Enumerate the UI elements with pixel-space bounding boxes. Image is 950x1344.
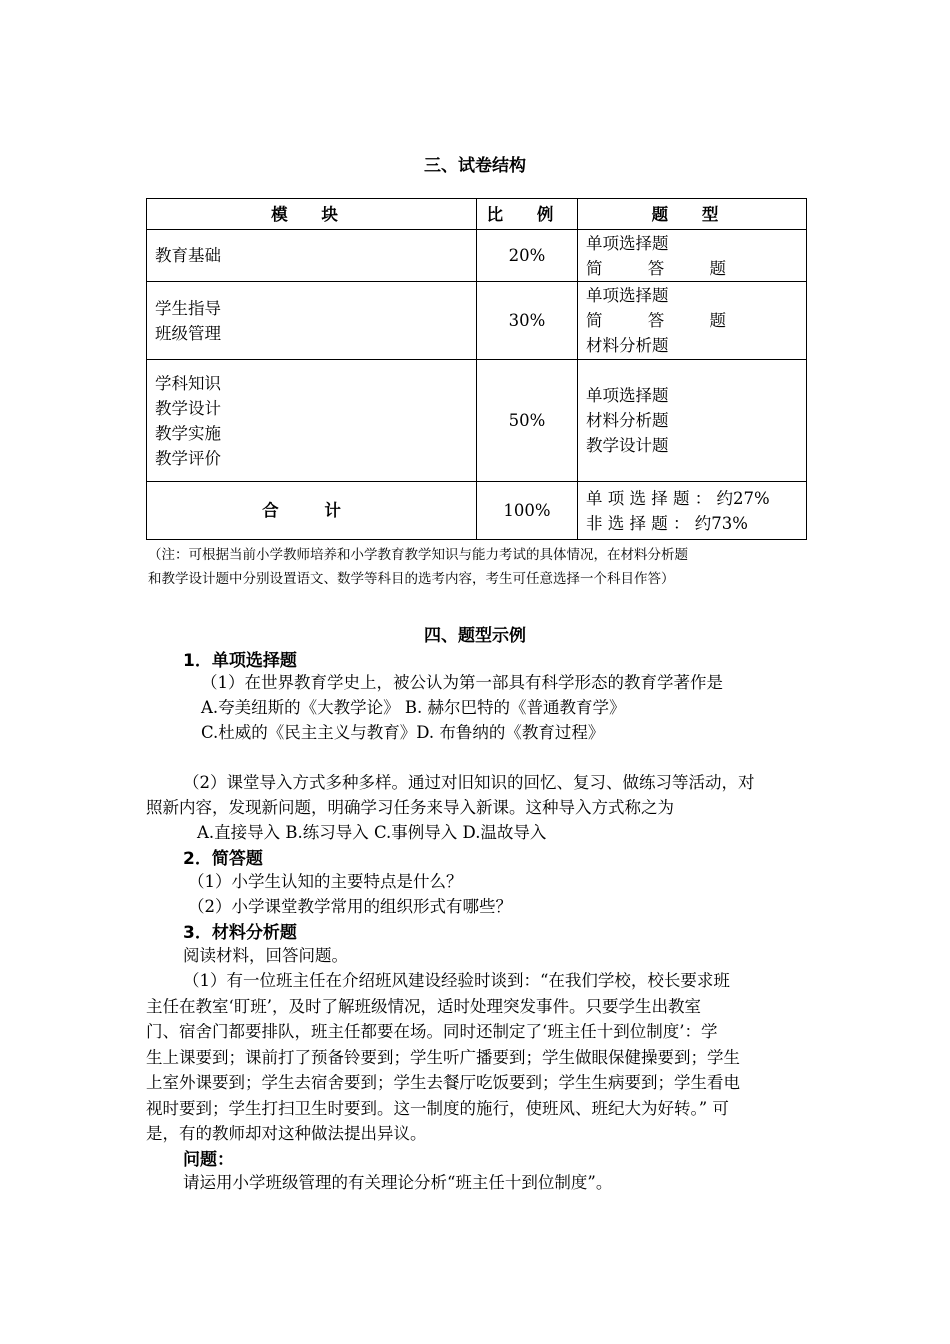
ratio-cell: 30% bbox=[477, 282, 578, 360]
total-ratio: 100% bbox=[477, 482, 578, 540]
material-line: 视时要到；学生打扫卫生时要到。这一制度的施行，使班风、班纪大为好转。” 可 bbox=[146, 1099, 729, 1118]
type-cell bbox=[578, 360, 807, 482]
table-note bbox=[148, 543, 828, 591]
table-row bbox=[147, 282, 807, 360]
table-total-row bbox=[147, 482, 807, 540]
question-type: 教学设计题 bbox=[586, 436, 669, 455]
heading-short-answer: 2．简答题 bbox=[183, 849, 263, 869]
question-stem: （1）在世界教育学史上，被公认为第一部具有科学形态的教育学著作是 bbox=[201, 673, 723, 692]
module-name: 教学实施 bbox=[155, 423, 221, 443]
note-line: 和教学设计题中分别设置语文、数学等科目的选考内容，考生可任意选择一个科目作答） bbox=[148, 571, 675, 587]
question-type: 单项选择题 bbox=[586, 286, 669, 305]
question-options: A.夸美纽斯的《大教学论》 B. 赫尔巴特的《普通教育学》 bbox=[201, 698, 626, 717]
question-type: 简 答 题 bbox=[586, 258, 746, 278]
section-title-question-examples: 四、题型示例 bbox=[424, 626, 526, 646]
module-name: 班级管理 bbox=[155, 323, 221, 343]
question-type: 材料分析题 bbox=[586, 336, 669, 355]
exam-structure-table bbox=[146, 198, 807, 540]
module-cell bbox=[147, 360, 477, 482]
module-name: 教学设计 bbox=[155, 398, 221, 418]
question-type: 简 答 题 bbox=[586, 311, 746, 330]
module-name: 学生指导 bbox=[155, 298, 221, 318]
question-options: A.直接导入 B.练习导入 C.事例导入 D.温故导入 bbox=[197, 823, 547, 842]
table-row bbox=[147, 360, 807, 482]
type-cell bbox=[578, 282, 807, 360]
material-line: （1）有一位班主任在介绍班风建设经验时谈到：“在我们学校，校长要求班 bbox=[183, 971, 730, 990]
question-text: 请运用小学班级管理的有关理论分析“班主任十到位制度”。 bbox=[183, 1173, 613, 1192]
module-name: 教学评价 bbox=[155, 448, 221, 468]
module-cell bbox=[147, 230, 477, 282]
ratio-cell: 50% bbox=[477, 360, 578, 482]
question-stem: （1）小学生认知的主要特点是什么？ bbox=[188, 872, 463, 891]
header-type: 题 型 bbox=[578, 199, 807, 230]
question-options: C.杜威的《民主主义与教育》D. 布鲁纳的《教育过程》 bbox=[201, 723, 605, 742]
ratio-cell: 20% bbox=[477, 230, 578, 282]
material-line: 生上课要到；课前打了预备铃要到；学生听广播要到；学生做眼保健操要到；学生 bbox=[146, 1048, 740, 1067]
module-name: 教育基础 bbox=[155, 246, 221, 265]
question-stem: （2）课堂导入方式多种多样。通过对旧知识的回忆、复习、做练习等活动，对 bbox=[183, 773, 755, 792]
material-line: 上室外课要到；学生去宿舍要到；学生去餐厅吃饭要到；学生生病要到；学生看电 bbox=[146, 1073, 740, 1092]
question-stem: （2）小学课堂教学常用的组织形式有哪些？ bbox=[188, 897, 512, 916]
table-row bbox=[147, 230, 807, 282]
material-intro: 阅读材料，回答问题。 bbox=[183, 946, 348, 965]
heading-single-choice: 1．单项选择题 bbox=[183, 651, 297, 671]
header-ratio: 比 例 bbox=[477, 199, 578, 230]
note-line: （注：可根据当前小学教师培养和小学教育教学知识与能力考试的具体情况，在材料分析题 bbox=[148, 547, 688, 563]
question-label: 问题： bbox=[183, 1150, 234, 1170]
material-line: 主任在教室‘盯班’，及时了解班级情况，适时处理突发事件。只要学生出教室 bbox=[146, 997, 701, 1016]
total-type-cell bbox=[578, 482, 807, 540]
type-cell bbox=[578, 230, 807, 282]
question-type: 单项选择题 bbox=[586, 233, 669, 253]
material-line: 门、宿舍门都要排队，班主任都要在场。同时还制定了‘班主任十到位制度’：学 bbox=[146, 1022, 718, 1041]
module-cell bbox=[147, 282, 477, 360]
question-type: 单项选择题 bbox=[586, 386, 669, 405]
heading-material-analysis: 3．材料分析题 bbox=[183, 923, 297, 943]
module-name: 学科知识 bbox=[155, 373, 221, 393]
question-stem: 照新内容，发现新问题，明确学习任务来导入新课。这种导入方式称之为 bbox=[146, 798, 674, 817]
section-title-exam-structure: 三、试卷结构 bbox=[424, 156, 526, 176]
header-module: 模 块 bbox=[147, 199, 477, 230]
total-type: 非 选 择 题 ： 约73% bbox=[586, 513, 748, 533]
question-type: 材料分析题 bbox=[586, 411, 669, 430]
total-type: 单 项 选 择 题 ： 约27% bbox=[586, 488, 770, 508]
material-line: 是，有的教师却对这种做法提出异议。 bbox=[146, 1124, 427, 1143]
total-label: 合 计 bbox=[147, 482, 477, 540]
table-header-row bbox=[147, 199, 807, 230]
